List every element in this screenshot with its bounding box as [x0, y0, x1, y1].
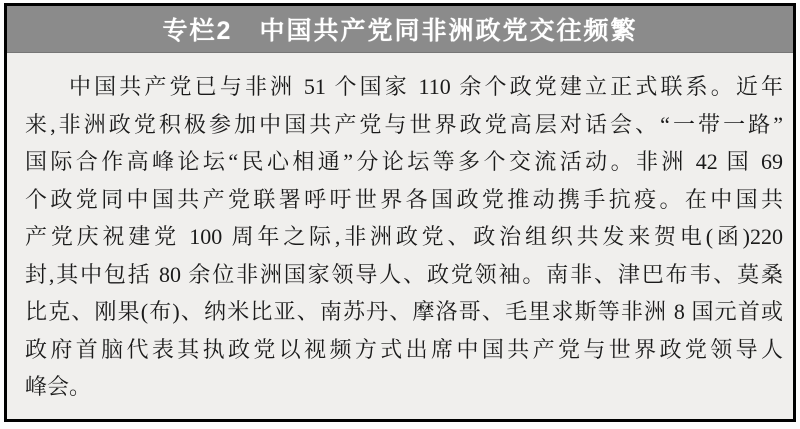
body-text-line: 峰会。	[25, 374, 92, 399]
body-text-line: 政府首脑代表其执政党以视频方式出席中国共产党与世界政党领导人	[25, 336, 783, 362]
column-panel	[4, 3, 796, 422]
body-text-line: 封,其中包括 80 余位非洲国家领导人、政党领袖。南非、津巴布韦、莫桑	[25, 261, 783, 287]
body-text-line: 中国共产党已与非洲 51 个国家 110 余个政党建立正式联系。近年	[69, 74, 783, 99]
body-text-line: 个政党同中国共产党联署呼吁世界各国政党推动携手抗疫。在中国共	[25, 186, 783, 212]
body-text-line: 产党庆祝建党 100 周年之际,非洲政党、政治组织共发来贺电(函)220	[25, 224, 783, 249]
panel-header	[7, 6, 793, 53]
body-text-line: 国际合作高峰论坛“民心相通”分论坛等多个交流活动。非洲 42 国 69	[25, 149, 783, 174]
panel-body-text	[7, 53, 793, 406]
body-text-line: 比克、刚果(布)、纳米比亚、南苏丹、摩洛哥、毛里求斯等非洲 8 国元首或	[25, 299, 783, 324]
panel-title: 专栏2 中国共产党同非洲政党交往频繁	[162, 17, 638, 45]
body-text-line: 来,非洲政党积极参加中国共产党与世界政党高层对话会、“一带一路”	[25, 111, 783, 137]
